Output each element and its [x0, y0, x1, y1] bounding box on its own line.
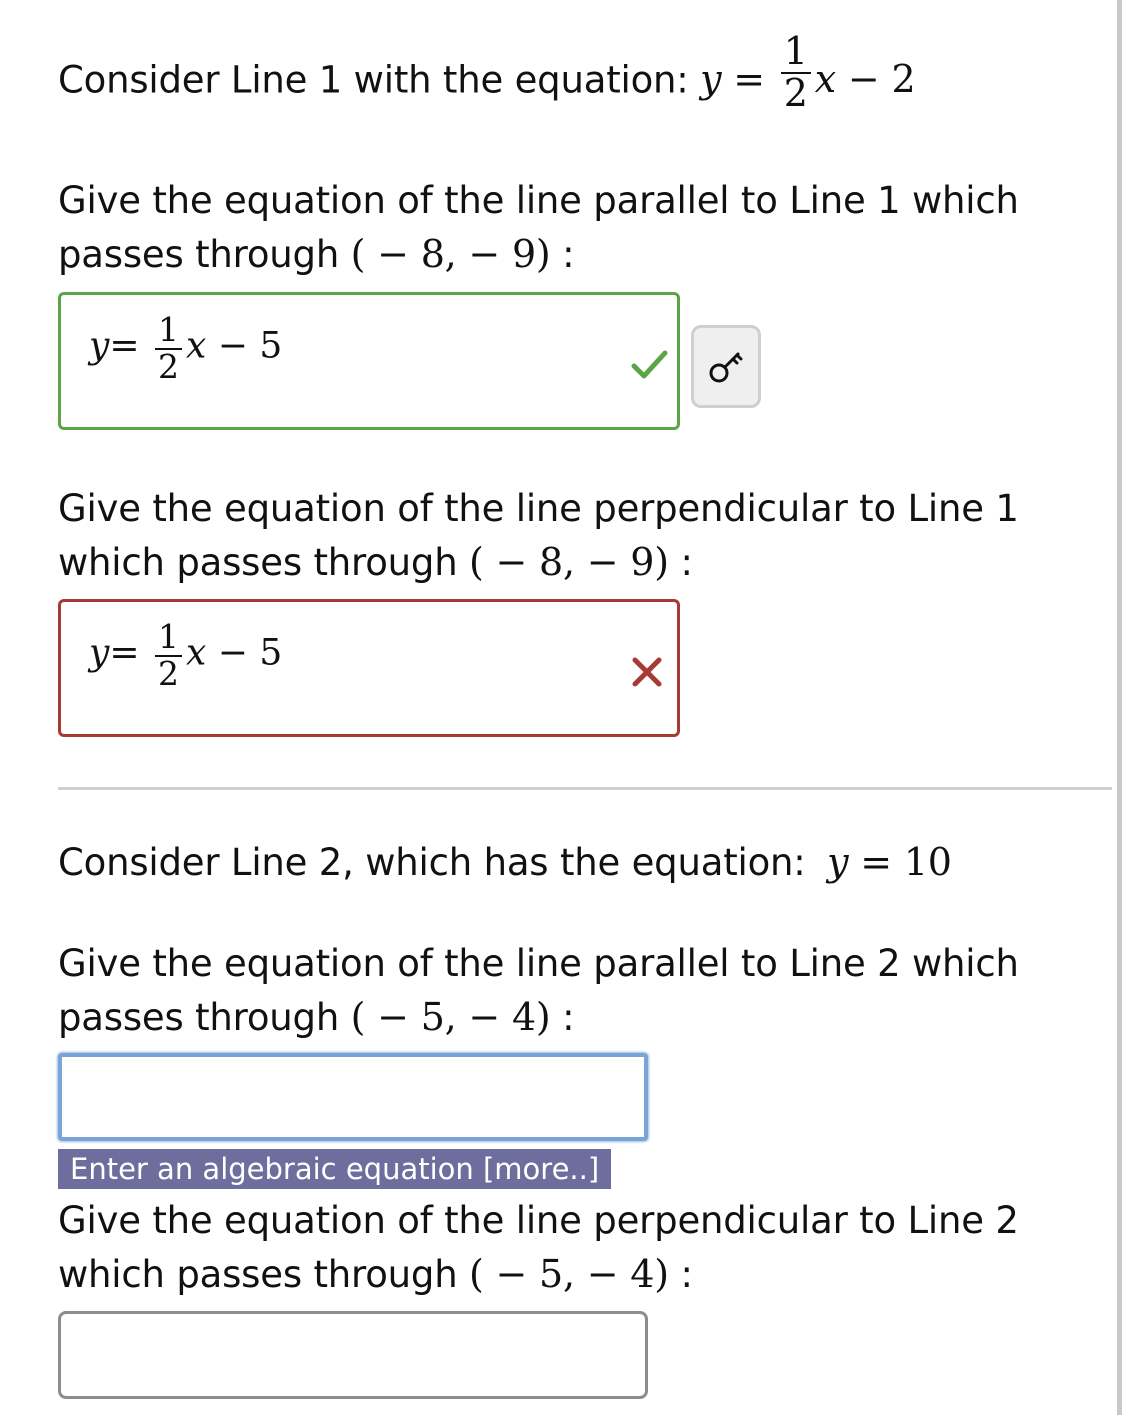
q2-point: ( − 8, − 9): [469, 540, 669, 584]
q4-prompt-line1: Give the equation of the line perpendicular to Line 2: [58, 1199, 1019, 1242]
line2-statement: [58, 836, 952, 889]
q3-prompt-line1: Give the equation of the line parallel to Line 2 which: [58, 942, 1019, 985]
q2-prompt-line1: Give the equation of the line perpendicular to Line 1: [58, 487, 1019, 530]
q3-prompt-line2: passes through ( − 5, − 4) :: [58, 995, 575, 1039]
q4-answer-input[interactable]: [58, 1311, 648, 1399]
q1-point: ( − 8, − 9): [350, 232, 551, 276]
section-divider: [58, 787, 1112, 790]
page-right-border: [1117, 0, 1122, 1415]
q2-prompt-line2: which passes through ( − 8, − 9) :: [58, 540, 693, 584]
line2-equation: y = 10: [827, 840, 952, 884]
q1-answer-expression: y= $\frac{1}{2}$ x − 5: [89, 310, 283, 386]
q1-answer-fraction: $\frac{1}{2}$: [155, 313, 182, 384]
q3-point: ( − 5, − 4): [350, 995, 551, 1039]
q3-answer-input[interactable]: [58, 1053, 648, 1141]
line1-statement: [58, 29, 916, 115]
key-icon: [704, 345, 748, 389]
q2-answer-expression: y= $\frac{1}{2}$ x − 5: [89, 617, 283, 693]
q1-answer-field[interactable]: [58, 292, 680, 430]
checkmark-icon: [629, 345, 669, 385]
line1-equation: y = $\frac{1}{2}$ x − 2: [700, 29, 916, 115]
q2-answer-fraction: $\frac{1}{2}$: [155, 620, 182, 691]
q2-answer-field[interactable]: [58, 599, 680, 737]
q1-prompt-line2: passes through ( − 8, − 9) :: [58, 232, 575, 276]
q1-prompt-line1: Give the equation of the line parallel to Line 1 which: [58, 179, 1019, 222]
x-mark-icon: [627, 652, 667, 692]
q4-point: ( − 5, − 4): [469, 1252, 669, 1296]
line2-prompt: Consider Line 2, which has the equation:: [58, 841, 806, 884]
q4-prompt-line2: which passes through ( − 5, − 4) :: [58, 1252, 693, 1296]
line1-prompt: Consider Line 1 with the equation:: [58, 58, 689, 102]
line1-slope-fraction: $\frac{1}{2}$: [781, 32, 811, 114]
answer-key-button[interactable]: [691, 325, 761, 408]
equation-hint-tooltip[interactable]: Enter an algebraic equation [more..]: [58, 1149, 611, 1189]
